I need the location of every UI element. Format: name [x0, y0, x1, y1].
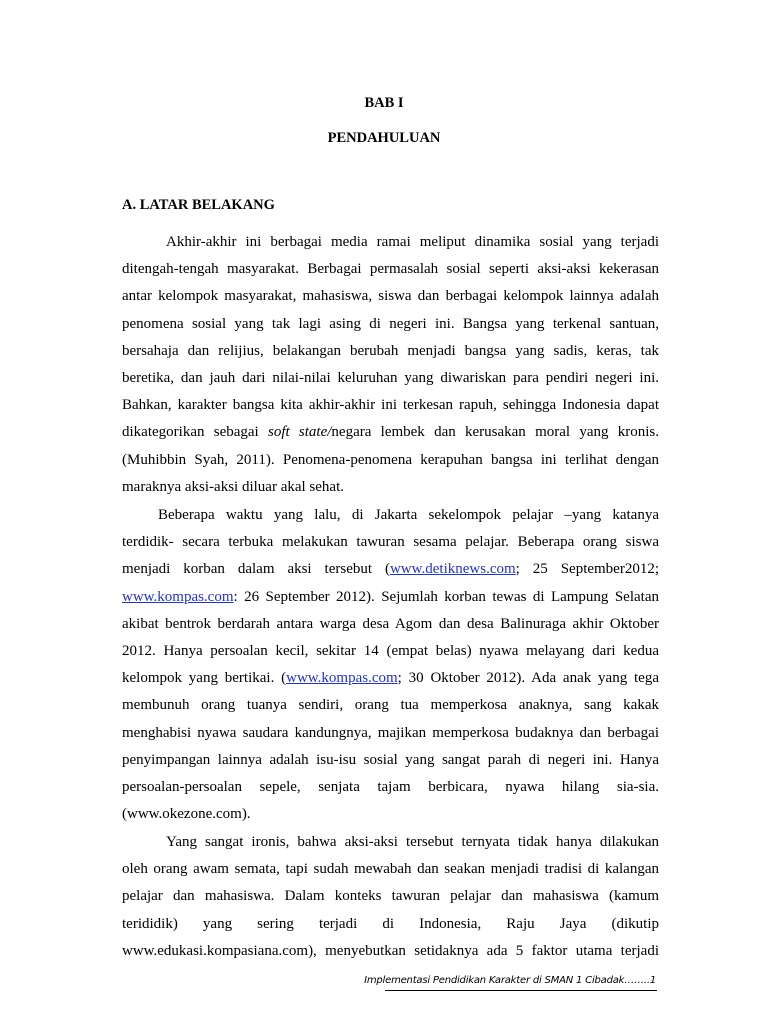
text-line	[122, 665, 659, 692]
section-heading: A. LATAR BELAKANG	[122, 197, 275, 213]
text-fragment: ; 25 September2012;	[515, 561, 660, 578]
text-line: penomena sosial yang tak lagi asing di negeri ini. Bangsa yang terkenal santuan,	[122, 315, 659, 332]
text-line: Bahkan, karakter bangsa kita akhir-akhir ini terkesan rapuh, sehingga Indonesia dapat	[122, 397, 659, 414]
link-kompas[interactable]: www.kompas.com	[122, 588, 234, 605]
text-line: pelajar dan mahasiswa. Dalam konteks tawuran pelajar dan mahasiswa (kamum	[122, 888, 659, 905]
text-line: terdidik- secara terbuka melakukan tawuran sesama pelajar. Beberapa orang siswa	[122, 534, 659, 551]
text-line: terididik) yang sering terjadi di Indonesia, Raju Jaya (dikutip	[122, 915, 659, 932]
text-line: bersahaja dan relijius, belakangan berubah menjadi bangsa yang sadis, keras, tak	[122, 342, 659, 359]
text-line: maraknya aksi-aksi diluar akal sehat.	[122, 478, 344, 495]
paragraph-3	[122, 829, 659, 965]
text-fragment: negara lembek dan kerusakan moral yang kronis.	[331, 424, 659, 441]
text-line	[122, 584, 659, 611]
text-fragment: dikategorikan sebagai	[122, 424, 268, 441]
text-line	[122, 556, 659, 583]
italic-term: soft state/	[267, 424, 332, 441]
text-line: Beberapa waktu yang lalu, di Jakarta sekelompok pelajar –yang katanya	[158, 507, 659, 523]
text-fragment: kelompok yang bertikai. (	[122, 670, 287, 687]
text-fragment: menjadi korban dalam aksi tersebut (	[122, 561, 390, 578]
paragraph-1	[122, 229, 659, 501]
text-line: Yang sangat ironis, bahwa aksi-aksi tersebut ternyata tidak hanya dilakukan	[166, 834, 659, 850]
text-line: menghabisi nyawa saudara kandungnya, majikan memperkosa budaknya dan berbagai	[122, 724, 659, 741]
text-line: Akhir-akhir ini berbagai media ramai meliput dinamika sosial yang terjadi	[166, 234, 659, 250]
text-line: beretika, dan jauh dari nilai-nilai keluruhan yang diwariskan para pendiri negeri ini.	[122, 369, 659, 386]
chapter-title: PENDAHULUAN	[327, 130, 441, 146]
page-footer: Implementasi Pendidikan Karakter di SMAN 1 Cibadak……..1	[364, 975, 656, 986]
text-fragment: : 26 September 2012). Sejumlah korban tewas di Lampung Selatan	[233, 588, 659, 605]
text-line: akibat bentrok berdarah antara warga desa Agom dan desa Balinuraga akhir Oktober	[122, 615, 659, 632]
text-line: www.edukasi.kompasiana.com), menyebutkan setidaknya ada 5 faktor utama terjadi	[122, 942, 659, 959]
text-line: oleh orang awam semata, tapi sudah mewabah dan seakan menjadi tradisi di kalangan	[122, 861, 659, 878]
text-line: ditengah-tengah masyarakat. Berbagai permasalah sosial seperti aksi-aksi kekerasan	[122, 261, 659, 278]
link-kompas-2[interactable]: www.kompas.com	[286, 670, 398, 687]
link-detiknews[interactable]: www.detiknews.com	[389, 561, 516, 578]
text-line	[122, 419, 659, 446]
text-line: penyimpangan lainnya adalah isu-isu sosial yang sangat parah di negeri ini. Hanya	[122, 751, 659, 768]
text-line: (www.okezone.com).	[122, 806, 251, 823]
text-line: 2012. Hanya persoalan kecil, sekitar 14 (empat belas) nyawa melayang dari kedua	[122, 642, 659, 659]
text-line: membunuh orang tuanya sendiri, orang tua memperkosa anaknya, sang kakak	[122, 697, 659, 714]
chapter-number: BAB I	[364, 95, 404, 111]
text-line: antar kelompok masyarakat, mahasiswa, siswa dan berbagai kelompok lainnya adalah	[122, 288, 659, 305]
footer-divider	[385, 990, 657, 991]
text-line: (Muhibbin Syah, 2011). Penomena-penomena kerapuhan bangsa ini terlihat dengan	[122, 451, 659, 468]
paragraph-2	[122, 502, 659, 828]
text-fragment: ; 30 Oktober 2012). Ada anak yang tega	[397, 670, 659, 687]
text-line: persoalan-persoalan sepele, senjata tajam berbicara, nyawa hilang sia-sia.	[122, 778, 659, 795]
